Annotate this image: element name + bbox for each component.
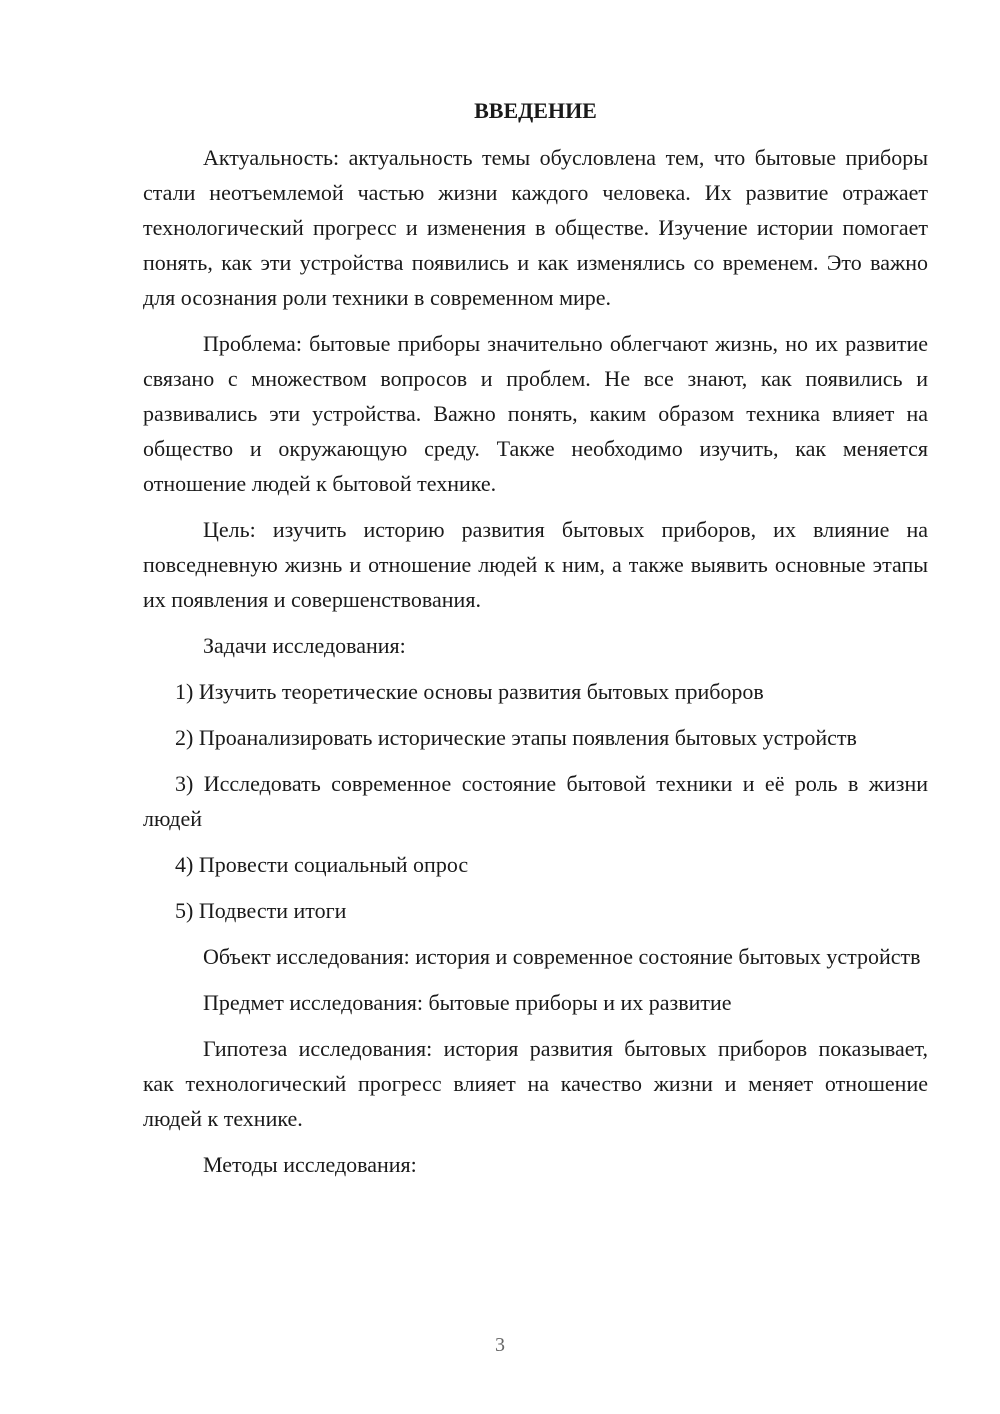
task-item-5: 5) Подвести итоги xyxy=(175,898,347,923)
paragraph-problem: Проблема: бытовые приборы значительно облегчают жизнь, но их развитие связано с множеством вопросов и проблем. Не все знают, как появились и развивались эти устройства. Важно понять, каким образом техника влияет на общество и окружающую среду. Также необходимо изучить, как меняется отношение людей к бытовой технике. xyxy=(143,331,928,496)
paragraph-subject: Предмет исследования: бытовые приборы и их развитие xyxy=(203,990,732,1015)
document-page xyxy=(143,96,928,1193)
page-number: 3 xyxy=(495,1334,505,1356)
page-title: ВВЕДЕНИЕ xyxy=(474,98,597,123)
paragraph-object: Объект исследования: история и современное состояние бытовых устройств xyxy=(203,944,921,969)
task-item-2: 2) Проанализировать исторические этапы появления бытовых устройств xyxy=(175,725,857,750)
task-item-4: 4) Провести социальный опрос xyxy=(175,852,469,877)
paragraph-hypothesis: Гипотеза исследования: история развития бытовых приборов показывает, как технологический прогресс влияет на качество жизни и меняет отношение людей к технике. xyxy=(143,1036,928,1131)
task-item-3: 3) Исследовать современное состояние бытовой техники и её роль в жизни людей xyxy=(143,771,928,831)
paragraph-goal: Цель: изучить историю развития бытовых приборов, их влияние на повседневную жизнь и отношение людей к ним, а также выявить основные этапы их появления и совершенствования. xyxy=(143,517,928,612)
paragraph-methods: Методы исследования: xyxy=(203,1152,417,1177)
task-item-1: 1) Изучить теоретические основы развития бытовых приборов xyxy=(175,679,764,704)
paragraph-relevance: Актуальность: актуальность темы обусловлена тем, что бытовые приборы стали неотъемлемой частью жизни каждого человека. Их развитие отражает технологический прогресс и изменения в обществе. Изучение истории помогает понять, как эти устройства появились и как изменялись со временем. Это важно для осознания роли техники в современном мире. xyxy=(143,145,928,310)
paragraph-tasks-heading: Задачи исследования: xyxy=(203,633,406,658)
